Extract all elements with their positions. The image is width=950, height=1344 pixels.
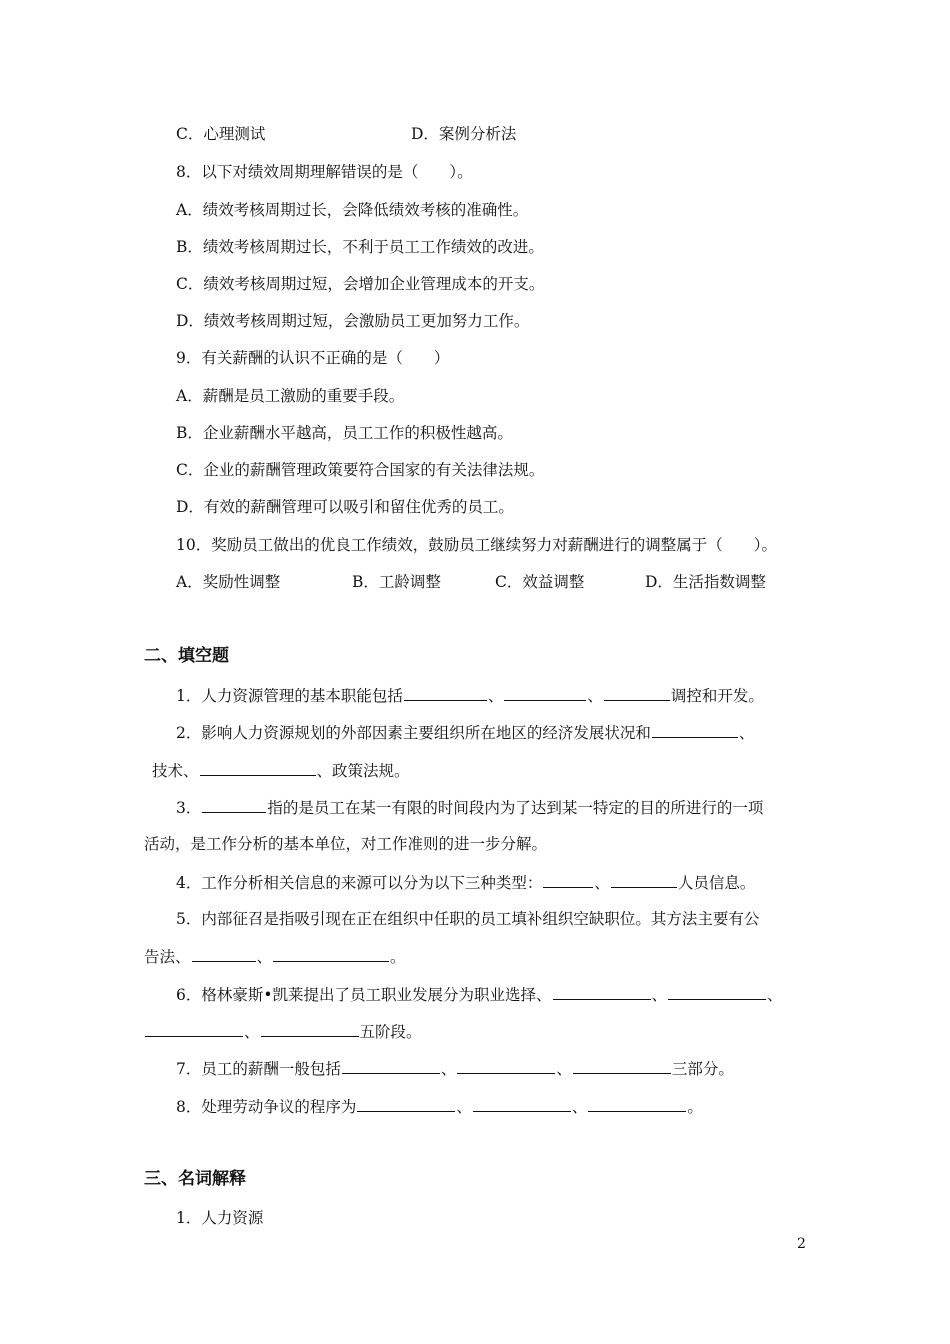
q7-option-c: C．心理测试 — [176, 125, 266, 143]
separator: 、 — [767, 986, 783, 1004]
q9-option-b: B．企业薪酬水平越高，员工工作的积极性越高。 — [176, 424, 513, 442]
section-title-term-definitions: 三、名词解释 — [144, 1169, 246, 1189]
separator: 、 — [556, 1060, 572, 1078]
q8-option-a: A．绩效考核周期过长，会降低绩效考核的准确性。 — [176, 201, 529, 219]
q8-option-c: C．绩效考核周期过短，会增加企业管理成本的开支。 — [176, 275, 545, 293]
blank-line — [404, 685, 487, 701]
q10-stem: 10．奖励员工做出的优良工作绩效，鼓励员工继续努力对薪酬进行的调整属于（ ）。 — [176, 536, 777, 554]
blank-line — [357, 1096, 455, 1112]
blank-line — [668, 984, 766, 1000]
separator: 、 — [594, 874, 610, 892]
blank-line — [611, 872, 677, 888]
term-item-1: 1．人力资源 — [176, 1209, 264, 1227]
blank-line — [145, 1021, 243, 1037]
separator: 、 — [651, 986, 668, 1004]
separator: 、 — [587, 687, 603, 705]
fill-blank-2-tail: 、政策法规。 — [316, 762, 410, 780]
separator: 、 — [256, 948, 273, 966]
blank-line — [543, 872, 593, 888]
fill-blank-7-text: 7．员工的薪酬一般包括 — [176, 1060, 341, 1078]
fill-blank-6-line2 — [144, 1021, 422, 1042]
blank-line — [261, 1021, 359, 1037]
q9-option-a: A．薪酬是员工激励的重要手段。 — [176, 387, 405, 405]
fill-blank-3-text: 指的是员工在某一有限的时间段内为了达到某一特定的目的所进行的一项 — [267, 799, 764, 817]
q10-option-a: A．奖励性调整 — [176, 573, 281, 591]
blank-line — [457, 1058, 555, 1074]
q10-option-b: B．工龄调整 — [352, 573, 441, 591]
fill-blank-3-number: 3． — [176, 799, 202, 817]
separator: 、 — [244, 1023, 260, 1041]
separator: 、 — [440, 1060, 457, 1078]
fill-blank-2-text: 技术、 — [152, 762, 199, 780]
fill-blank-8-tail: 。 — [687, 1098, 703, 1116]
fill-blank-6-text: 6．格林豪斯•凯莱提出了员工职业发展分为职业选择、 — [176, 986, 552, 1004]
separator: 、 — [456, 1098, 472, 1116]
blank-line — [192, 946, 256, 962]
q9-option-c: C．企业的薪酬管理政策要符合国家的有关法律法规。 — [176, 461, 545, 479]
section-title-fill-blank: 二、填空题 — [144, 646, 229, 666]
q10-option-c: C．效益调整 — [495, 573, 585, 591]
q8-option-d: D．绩效考核周期过短，会激励员工更加努力工作。 — [176, 312, 530, 330]
fill-blank-8-text: 8．处理劳动争议的程序为 — [176, 1098, 357, 1116]
blank-line — [588, 1096, 686, 1112]
page-number: 2 — [797, 1236, 806, 1252]
fill-blank-8 — [176, 1096, 703, 1117]
blank-line — [553, 984, 651, 1000]
fill-blank-6-line1 — [176, 984, 783, 1005]
blank-line — [200, 760, 316, 776]
q9-stem: 9．有关薪酬的认识不正确的是（ ） — [176, 349, 450, 367]
fill-blank-7-tail: 三部分。 — [671, 1060, 734, 1078]
separator: 、 — [487, 687, 504, 705]
blank-line — [342, 1058, 440, 1074]
q9-option-d: D．有效的薪酬管理可以吸引和留住优秀的员工。 — [176, 498, 514, 516]
blank-line — [202, 797, 266, 813]
fill-blank-2-text: 2．影响人力资源规划的外部因素主要组织所在地区的经济发展状况和 — [176, 724, 651, 742]
blank-line — [504, 685, 586, 701]
fill-blank-3-line2: 活动，是工作分析的基本单位，对工作准则的进一步分解。 — [144, 835, 548, 853]
fill-blank-1-text: 1．人力资源管理的基本职能包括 — [176, 687, 403, 705]
blank-line — [573, 1058, 671, 1074]
blank-line — [652, 722, 738, 738]
q10-option-d: D．生活指数调整 — [645, 573, 766, 591]
q8-option-b: B．绩效考核周期过长，不利于员工工作绩效的改进。 — [176, 238, 544, 256]
q8-stem: 8．以下对绩效周期理解错误的是（ ）。 — [176, 163, 473, 181]
fill-blank-5-text: 告法、 — [144, 948, 191, 966]
fill-blank-3-line1 — [176, 797, 763, 818]
blank-line — [604, 685, 670, 701]
fill-blank-7 — [176, 1058, 734, 1079]
separator: 、 — [571, 1098, 588, 1116]
fill-blank-2-line1 — [176, 722, 754, 743]
fill-blank-6-tail: 五阶段。 — [359, 1023, 422, 1041]
fill-blank-4-text: 4．工作分析相关信息的来源可以分为以下三种类型： — [176, 874, 543, 892]
blank-line — [473, 1096, 571, 1112]
fill-blank-5-line2 — [144, 946, 406, 967]
separator: 、 — [738, 724, 755, 742]
fill-blank-5-line1: 5．内部征召是指吸引现在正在组织中任职的员工填补组织空缺职位。其方法主要有公 — [176, 910, 760, 928]
q7-option-d: D．案例分析法 — [411, 125, 517, 143]
blank-line — [273, 946, 389, 962]
fill-blank-1-tail: 调控和开发。 — [670, 687, 764, 705]
fill-blank-5-tail: 。 — [390, 948, 406, 966]
fill-blank-4 — [176, 872, 755, 893]
fill-blank-4-tail: 人员信息。 — [677, 874, 756, 892]
fill-blank-1 — [176, 685, 764, 706]
fill-blank-2-line2 — [152, 760, 410, 781]
